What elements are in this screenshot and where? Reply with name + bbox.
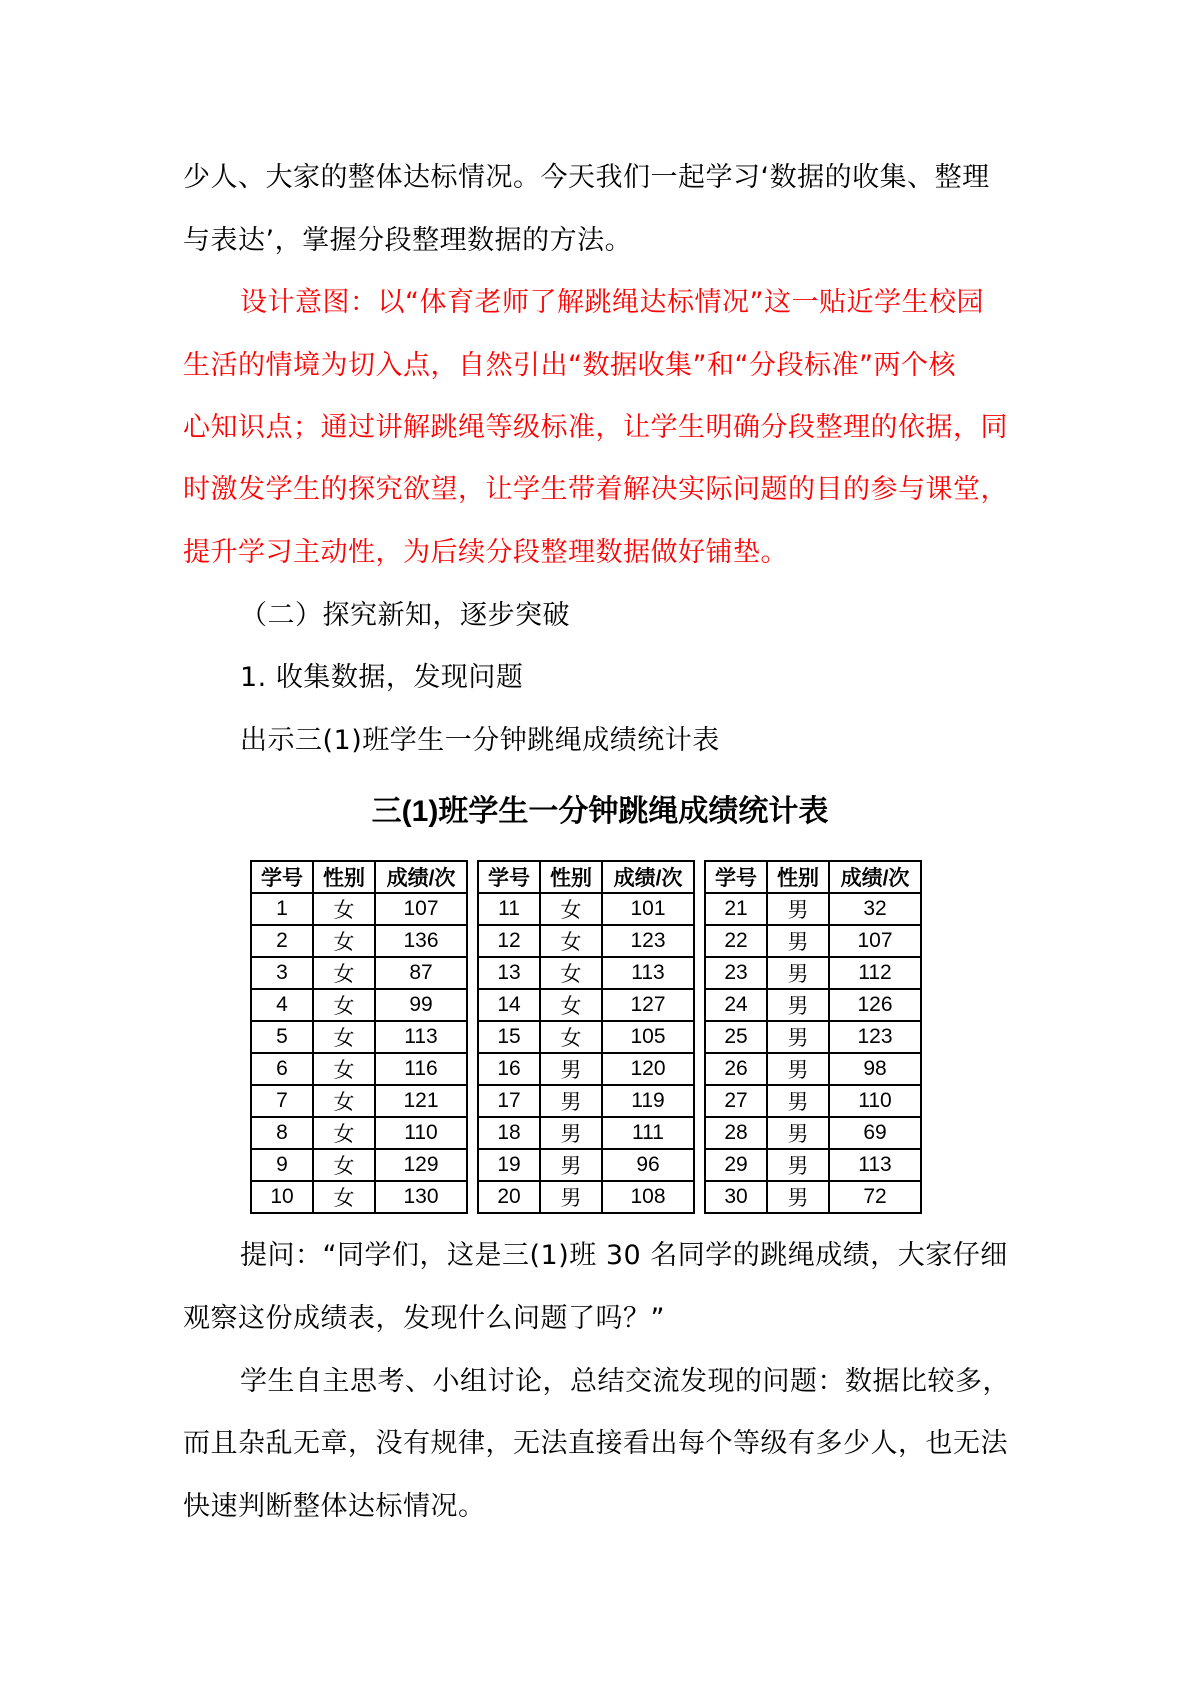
gender: 男 bbox=[767, 957, 829, 989]
score: 32 bbox=[829, 893, 921, 925]
table-row bbox=[705, 1085, 921, 1117]
student-number: 5 bbox=[251, 1021, 313, 1053]
score: 121 bbox=[375, 1085, 467, 1117]
score: 113 bbox=[829, 1149, 921, 1181]
gender: 男 bbox=[540, 1181, 602, 1213]
student-number: 22 bbox=[705, 925, 767, 957]
table-row bbox=[705, 989, 921, 1021]
gender: 女 bbox=[540, 957, 602, 989]
gender: 男 bbox=[767, 1181, 829, 1213]
intro-paragraph-line-2: 与表达’，掌握分段整理数据的方法。 bbox=[183, 225, 633, 256]
table-row bbox=[251, 1053, 467, 1085]
score: 136 bbox=[375, 925, 467, 957]
student-number: 24 bbox=[705, 989, 767, 1021]
student-number: 25 bbox=[705, 1021, 767, 1053]
score-table-block-3 bbox=[704, 860, 922, 1214]
gender: 男 bbox=[540, 1149, 602, 1181]
header-score: 成绩/次 bbox=[375, 861, 467, 893]
gender: 男 bbox=[767, 893, 829, 925]
gender: 女 bbox=[540, 989, 602, 1021]
discussion-line-1: 学生自主思考、小组讨论，总结交流发现的问题：数据比较多， bbox=[240, 1366, 1010, 1397]
table-row bbox=[478, 1021, 694, 1053]
gender: 女 bbox=[313, 1149, 375, 1181]
score: 127 bbox=[602, 989, 694, 1021]
table-row bbox=[478, 893, 694, 925]
header-gender: 性别 bbox=[313, 861, 375, 893]
score: 126 bbox=[829, 989, 921, 1021]
score: 69 bbox=[829, 1117, 921, 1149]
gender: 男 bbox=[540, 1085, 602, 1117]
gender: 女 bbox=[540, 925, 602, 957]
score: 113 bbox=[375, 1021, 467, 1053]
table-row bbox=[251, 989, 467, 1021]
student-number: 30 bbox=[705, 1181, 767, 1213]
score: 112 bbox=[829, 957, 921, 989]
score: 98 bbox=[829, 1053, 921, 1085]
design-intent-line-5: 提升学习主动性，为后续分段整理数据做好铺垫。 bbox=[183, 537, 788, 568]
score: 129 bbox=[375, 1149, 467, 1181]
student-number: 28 bbox=[705, 1117, 767, 1149]
gender: 女 bbox=[313, 1181, 375, 1213]
table-row bbox=[705, 893, 921, 925]
header-gender: 性别 bbox=[540, 861, 602, 893]
gender: 女 bbox=[313, 1117, 375, 1149]
gender: 女 bbox=[313, 1053, 375, 1085]
table-row bbox=[478, 1181, 694, 1213]
table-row bbox=[251, 925, 467, 957]
student-number: 19 bbox=[478, 1149, 540, 1181]
table-row bbox=[478, 989, 694, 1021]
gender: 男 bbox=[767, 1021, 829, 1053]
student-number: 14 bbox=[478, 989, 540, 1021]
student-number: 8 bbox=[251, 1117, 313, 1149]
gender: 女 bbox=[313, 1085, 375, 1117]
gender: 男 bbox=[540, 1117, 602, 1149]
subsection-heading: 1. 收集数据，发现问题 bbox=[240, 662, 524, 693]
design-intent-line-2: 生活的情境为切入点，自然引出“数据收集”和“分段标准”两个核 bbox=[183, 350, 956, 381]
score: 87 bbox=[375, 957, 467, 989]
score-table-block-1 bbox=[250, 860, 468, 1214]
question-line-1: 提问：“同学们，这是三(1)班 30 名同学的跳绳成绩，大家仔细 bbox=[240, 1240, 1008, 1271]
score: 107 bbox=[375, 893, 467, 925]
table-header-row bbox=[251, 861, 467, 893]
gender: 男 bbox=[767, 989, 829, 1021]
table-row bbox=[705, 1149, 921, 1181]
table-row bbox=[705, 1117, 921, 1149]
table-title: 三(1)班学生一分钟跳绳成绩统计表 bbox=[371, 795, 829, 828]
discussion-line-3: 快速判断整体达标情况。 bbox=[183, 1491, 486, 1522]
student-number: 11 bbox=[478, 893, 540, 925]
gender: 男 bbox=[767, 1085, 829, 1117]
table-row bbox=[478, 1117, 694, 1149]
score: 72 bbox=[829, 1181, 921, 1213]
header-gender: 性别 bbox=[767, 861, 829, 893]
table-row bbox=[251, 1117, 467, 1149]
score: 111 bbox=[602, 1117, 694, 1149]
header-student-number: 学号 bbox=[251, 861, 313, 893]
student-number: 20 bbox=[478, 1181, 540, 1213]
student-number: 21 bbox=[705, 893, 767, 925]
score: 116 bbox=[375, 1053, 467, 1085]
table-row bbox=[478, 1085, 694, 1117]
table-row bbox=[705, 1053, 921, 1085]
student-number: 2 bbox=[251, 925, 313, 957]
header-student-number: 学号 bbox=[705, 861, 767, 893]
intro-paragraph-line-1: 少人、大家的整体达标情况。今天我们一起学习‘数据的收集、整理 bbox=[183, 162, 990, 193]
score: 119 bbox=[602, 1085, 694, 1117]
question-line-2: 观察这份成绩表，发现什么问题了吗？” bbox=[183, 1303, 665, 1334]
table-row bbox=[478, 925, 694, 957]
gender: 女 bbox=[313, 925, 375, 957]
gender: 女 bbox=[313, 1021, 375, 1053]
design-intent-line-4: 时激发学生的探究欲望，让学生带着解决实际问题的目的参与课堂， bbox=[183, 474, 1008, 505]
table-row bbox=[705, 925, 921, 957]
student-number: 23 bbox=[705, 957, 767, 989]
student-number: 7 bbox=[251, 1085, 313, 1117]
score-table bbox=[250, 860, 930, 1210]
table-header-row bbox=[478, 861, 694, 893]
table-row bbox=[705, 957, 921, 989]
show-table-line: 出示三(1)班学生一分钟跳绳成绩统计表 bbox=[240, 725, 720, 756]
discussion-line-2: 而且杂乱无章，没有规律，无法直接看出每个等级有多少人，也无法 bbox=[183, 1428, 1008, 1459]
header-score: 成绩/次 bbox=[829, 861, 921, 893]
score-table-block-2 bbox=[477, 860, 695, 1214]
student-number: 1 bbox=[251, 893, 313, 925]
table-row bbox=[705, 1021, 921, 1053]
score: 101 bbox=[602, 893, 694, 925]
score: 120 bbox=[602, 1053, 694, 1085]
student-number: 9 bbox=[251, 1149, 313, 1181]
gender: 女 bbox=[540, 1021, 602, 1053]
score: 96 bbox=[602, 1149, 694, 1181]
table-row bbox=[251, 1021, 467, 1053]
header-student-number: 学号 bbox=[478, 861, 540, 893]
table-row bbox=[251, 1181, 467, 1213]
student-number: 18 bbox=[478, 1117, 540, 1149]
student-number: 29 bbox=[705, 1149, 767, 1181]
score: 110 bbox=[375, 1117, 467, 1149]
score: 99 bbox=[375, 989, 467, 1021]
student-number: 10 bbox=[251, 1181, 313, 1213]
table-row bbox=[705, 1181, 921, 1213]
score: 123 bbox=[602, 925, 694, 957]
student-number: 17 bbox=[478, 1085, 540, 1117]
score: 108 bbox=[602, 1181, 694, 1213]
score: 113 bbox=[602, 957, 694, 989]
student-number: 15 bbox=[478, 1021, 540, 1053]
gender: 女 bbox=[313, 893, 375, 925]
score: 107 bbox=[829, 925, 921, 957]
student-number: 16 bbox=[478, 1053, 540, 1085]
student-number: 26 bbox=[705, 1053, 767, 1085]
score: 130 bbox=[375, 1181, 467, 1213]
table-row bbox=[251, 893, 467, 925]
student-number: 12 bbox=[478, 925, 540, 957]
gender: 男 bbox=[767, 1149, 829, 1181]
table-row bbox=[251, 1149, 467, 1181]
table-row bbox=[251, 1085, 467, 1117]
gender: 男 bbox=[540, 1053, 602, 1085]
score: 110 bbox=[829, 1085, 921, 1117]
score: 123 bbox=[829, 1021, 921, 1053]
gender: 女 bbox=[313, 957, 375, 989]
table-row bbox=[478, 1149, 694, 1181]
gender: 女 bbox=[540, 893, 602, 925]
student-number: 13 bbox=[478, 957, 540, 989]
header-score: 成绩/次 bbox=[602, 861, 694, 893]
design-intent-line-1: 设计意图：以“体育老师了解跳绳达标情况”这一贴近学生校园 bbox=[240, 287, 984, 318]
design-intent-line-3: 心知识点；通过讲解跳绳等级标准，让学生明确分段整理的依据，同 bbox=[183, 412, 1008, 443]
gender: 男 bbox=[767, 1053, 829, 1085]
student-number: 6 bbox=[251, 1053, 313, 1085]
student-number: 3 bbox=[251, 957, 313, 989]
student-number: 27 bbox=[705, 1085, 767, 1117]
table-header-row bbox=[705, 861, 921, 893]
table-row bbox=[478, 1053, 694, 1085]
gender: 男 bbox=[767, 925, 829, 957]
gender: 女 bbox=[313, 989, 375, 1021]
table-row bbox=[251, 957, 467, 989]
score: 105 bbox=[602, 1021, 694, 1053]
student-number: 4 bbox=[251, 989, 313, 1021]
section-heading: （二）探究新知，逐步突破 bbox=[240, 600, 570, 631]
table-row bbox=[478, 957, 694, 989]
gender: 男 bbox=[767, 1117, 829, 1149]
